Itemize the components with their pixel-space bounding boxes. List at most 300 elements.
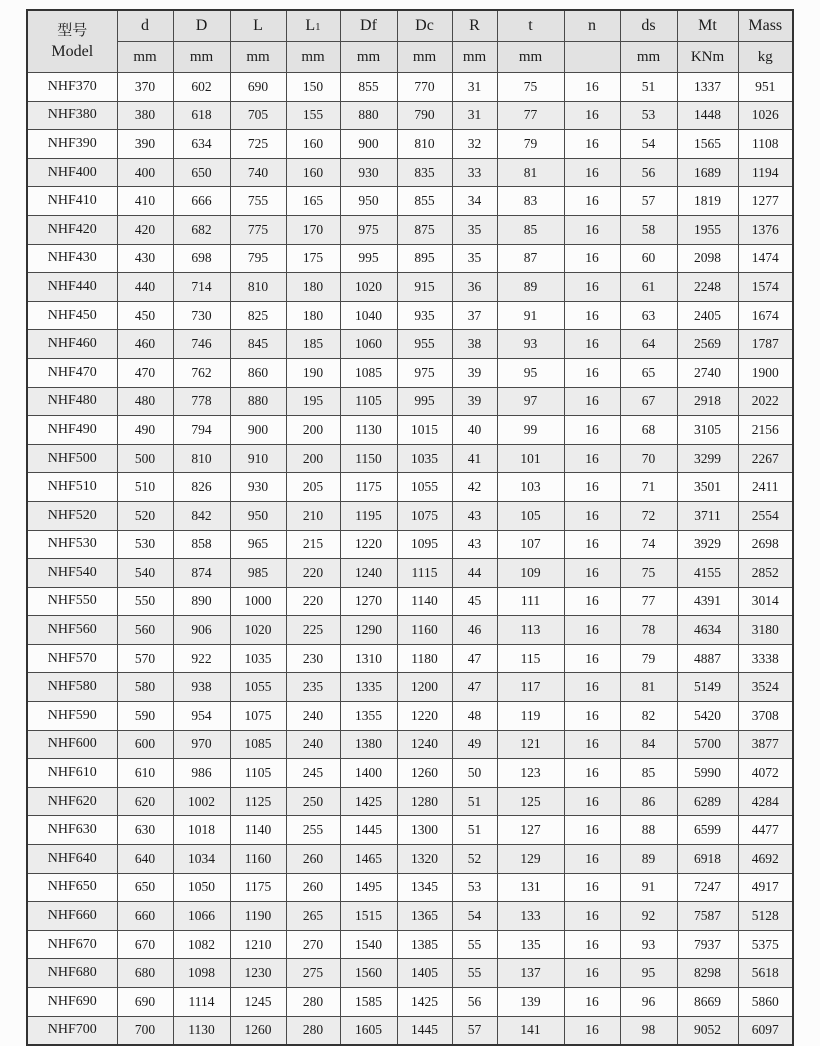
value-cell: 16 [564, 187, 620, 216]
column-unit-l1: mm [286, 42, 340, 73]
value-cell: 9052 [677, 1016, 738, 1045]
value-cell: 470 [117, 358, 173, 387]
table-row [27, 215, 793, 244]
value-cell: 64 [620, 330, 677, 359]
value-cell: 235 [286, 673, 340, 702]
value-cell: 245 [286, 759, 340, 788]
value-cell: 107 [497, 530, 564, 559]
value-cell: 705 [230, 101, 286, 130]
model-cell: NHF610 [27, 759, 117, 788]
table-row [27, 959, 793, 988]
value-cell: 1095 [397, 530, 452, 559]
table-row [27, 158, 793, 187]
value-cell: 1955 [677, 215, 738, 244]
table-row [27, 301, 793, 330]
model-cell: NHF400 [27, 158, 117, 187]
value-cell: 1105 [340, 387, 397, 416]
value-cell: 740 [230, 158, 286, 187]
value-cell: 634 [173, 130, 230, 159]
value-cell: 36 [452, 273, 497, 302]
value-cell: 280 [286, 988, 340, 1017]
value-cell: 1355 [340, 702, 397, 731]
value-cell: 2698 [738, 530, 793, 559]
value-cell: 880 [340, 101, 397, 130]
value-cell: 82 [620, 702, 677, 731]
value-cell: 410 [117, 187, 173, 216]
value-cell: 51 [452, 787, 497, 816]
value-cell: 16 [564, 644, 620, 673]
value-cell: 530 [117, 530, 173, 559]
value-cell: 1020 [230, 616, 286, 645]
value-cell: 85 [620, 759, 677, 788]
value-cell: 600 [117, 730, 173, 759]
table-row [27, 730, 793, 759]
value-cell: 35 [452, 244, 497, 273]
value-cell: 1337 [677, 73, 738, 102]
value-cell: 1040 [340, 301, 397, 330]
value-cell: 2098 [677, 244, 738, 273]
value-cell: 1115 [397, 559, 452, 588]
value-cell: 995 [397, 387, 452, 416]
value-cell: 16 [564, 1016, 620, 1045]
value-cell: 3014 [738, 587, 793, 616]
value-cell: 175 [286, 244, 340, 273]
value-cell: 1380 [340, 730, 397, 759]
value-cell: 810 [397, 130, 452, 159]
value-cell: 2156 [738, 416, 793, 445]
value-cell: 60 [620, 244, 677, 273]
value-cell: 1085 [340, 358, 397, 387]
table-row [27, 73, 793, 102]
model-cell: NHF420 [27, 215, 117, 244]
value-cell: 906 [173, 616, 230, 645]
value-cell: 270 [286, 930, 340, 959]
value-cell: 855 [397, 187, 452, 216]
value-cell: 725 [230, 130, 286, 159]
value-cell: 170 [286, 215, 340, 244]
value-cell: 1018 [173, 816, 230, 845]
value-cell: 92 [620, 902, 677, 931]
value-cell: 975 [397, 358, 452, 387]
column-header-r: R [452, 10, 497, 42]
value-cell: 4391 [677, 587, 738, 616]
model-cell: NHF550 [27, 587, 117, 616]
value-cell: 3338 [738, 644, 793, 673]
value-cell: 55 [452, 959, 497, 988]
value-cell: 3877 [738, 730, 793, 759]
value-cell: 53 [620, 101, 677, 130]
value-cell: 1105 [230, 759, 286, 788]
value-cell: 810 [230, 273, 286, 302]
value-cell: 16 [564, 130, 620, 159]
value-cell: 938 [173, 673, 230, 702]
value-cell: 1190 [230, 902, 286, 931]
value-cell: 1085 [230, 730, 286, 759]
value-cell: 1385 [397, 930, 452, 959]
model-header-en: Model [51, 42, 94, 60]
value-cell: 230 [286, 644, 340, 673]
value-cell: 5860 [738, 988, 793, 1017]
value-cell: 44 [452, 559, 497, 588]
value-cell: 965 [230, 530, 286, 559]
value-cell: 185 [286, 330, 340, 359]
value-cell: 135 [497, 930, 564, 959]
value-cell: 56 [452, 988, 497, 1017]
value-cell: 3501 [677, 473, 738, 502]
table-row [27, 387, 793, 416]
model-cell: NHF570 [27, 644, 117, 673]
value-cell: 1560 [340, 959, 397, 988]
value-cell: 1445 [340, 816, 397, 845]
value-cell: 50 [452, 759, 497, 788]
table-row [27, 873, 793, 902]
table-row [27, 1016, 793, 1045]
value-cell: 794 [173, 416, 230, 445]
value-cell: 826 [173, 473, 230, 502]
value-cell: 1130 [340, 416, 397, 445]
value-cell: 835 [397, 158, 452, 187]
value-cell: 700 [117, 1016, 173, 1045]
column-unit-df: mm [340, 42, 397, 73]
value-cell: 57 [620, 187, 677, 216]
value-cell: 46 [452, 616, 497, 645]
value-cell: 98 [620, 1016, 677, 1045]
value-cell: 1900 [738, 358, 793, 387]
value-cell: 16 [564, 301, 620, 330]
value-cell: 56 [620, 158, 677, 187]
value-cell: 1098 [173, 959, 230, 988]
table-row [27, 930, 793, 959]
value-cell: 1075 [397, 501, 452, 530]
model-cell: NHF380 [27, 101, 117, 130]
value-cell: 640 [117, 845, 173, 874]
value-cell: 1140 [397, 587, 452, 616]
value-cell: 1075 [230, 702, 286, 731]
value-cell: 111 [497, 587, 564, 616]
value-cell: 1565 [677, 130, 738, 159]
value-cell: 113 [497, 616, 564, 645]
value-cell: 1060 [340, 330, 397, 359]
value-cell: 160 [286, 130, 340, 159]
value-cell: 1425 [340, 787, 397, 816]
value-cell: 630 [117, 816, 173, 845]
value-cell: 790 [397, 101, 452, 130]
value-cell: 1220 [397, 702, 452, 731]
value-cell: 16 [564, 559, 620, 588]
value-cell: 75 [497, 73, 564, 102]
model-cell: NHF510 [27, 473, 117, 502]
value-cell: 133 [497, 902, 564, 931]
value-cell: 1194 [738, 158, 793, 187]
value-cell: 1540 [340, 930, 397, 959]
value-cell: 1034 [173, 845, 230, 874]
value-cell: 4692 [738, 845, 793, 874]
value-cell: 109 [497, 559, 564, 588]
value-cell: 75 [620, 559, 677, 588]
value-cell: 1448 [677, 101, 738, 130]
value-cell: 1055 [230, 673, 286, 702]
value-cell: 860 [230, 358, 286, 387]
value-cell: 858 [173, 530, 230, 559]
table-row [27, 616, 793, 645]
column-header-mt: Mt [677, 10, 738, 42]
value-cell: 8298 [677, 959, 738, 988]
value-cell: 16 [564, 787, 620, 816]
value-cell: 1674 [738, 301, 793, 330]
value-cell: 910 [230, 444, 286, 473]
value-cell: 16 [564, 73, 620, 102]
column-header-dc: Dc [397, 10, 452, 42]
value-cell: 618 [173, 101, 230, 130]
value-cell: 1345 [397, 873, 452, 902]
value-cell: 16 [564, 702, 620, 731]
value-cell: 2022 [738, 387, 793, 416]
model-cell: NHF680 [27, 959, 117, 988]
value-cell: 65 [620, 358, 677, 387]
value-cell: 34 [452, 187, 497, 216]
value-cell: 3299 [677, 444, 738, 473]
value-cell: 825 [230, 301, 286, 330]
table-row [27, 530, 793, 559]
table-row [27, 702, 793, 731]
value-cell: 105 [497, 501, 564, 530]
column-header-ds: ds [620, 10, 677, 42]
table-row [27, 330, 793, 359]
value-cell: 660 [117, 902, 173, 931]
model-cell: NHF700 [27, 1016, 117, 1045]
value-cell: 1290 [340, 616, 397, 645]
value-cell: 950 [340, 187, 397, 216]
table-row [27, 587, 793, 616]
value-cell: 16 [564, 530, 620, 559]
value-cell: 1020 [340, 273, 397, 302]
value-cell: 2569 [677, 330, 738, 359]
value-cell: 900 [340, 130, 397, 159]
value-cell: 5618 [738, 959, 793, 988]
value-cell: 1108 [738, 130, 793, 159]
value-cell: 101 [497, 444, 564, 473]
value-cell: 650 [117, 873, 173, 902]
value-cell: 127 [497, 816, 564, 845]
table-row [27, 273, 793, 302]
value-cell: 795 [230, 244, 286, 273]
value-cell: 6918 [677, 845, 738, 874]
value-cell: 275 [286, 959, 340, 988]
value-cell: 4072 [738, 759, 793, 788]
column-unit-ds: mm [620, 42, 677, 73]
value-cell: 4155 [677, 559, 738, 588]
value-cell: 590 [117, 702, 173, 731]
value-cell: 58 [620, 215, 677, 244]
value-cell: 3180 [738, 616, 793, 645]
value-cell: 1200 [397, 673, 452, 702]
table-row [27, 444, 793, 473]
value-cell: 698 [173, 244, 230, 273]
table-row [27, 759, 793, 788]
value-cell: 70 [620, 444, 677, 473]
value-cell: 2267 [738, 444, 793, 473]
table-row [27, 845, 793, 874]
value-cell: 240 [286, 702, 340, 731]
value-cell: 1114 [173, 988, 230, 1017]
value-cell: 88 [620, 816, 677, 845]
value-cell: 500 [117, 444, 173, 473]
value-cell: 2554 [738, 501, 793, 530]
table-row [27, 501, 793, 530]
value-cell: 5700 [677, 730, 738, 759]
model-cell: NHF660 [27, 902, 117, 931]
value-cell: 570 [117, 644, 173, 673]
value-cell: 220 [286, 559, 340, 588]
value-cell: 121 [497, 730, 564, 759]
value-cell: 16 [564, 244, 620, 273]
value-cell: 370 [117, 73, 173, 102]
value-cell: 775 [230, 215, 286, 244]
value-cell: 260 [286, 845, 340, 874]
value-cell: 1050 [173, 873, 230, 902]
value-cell: 510 [117, 473, 173, 502]
value-cell: 240 [286, 730, 340, 759]
value-cell: 1495 [340, 873, 397, 902]
value-cell: 1280 [397, 787, 452, 816]
value-cell: 225 [286, 616, 340, 645]
column-header-df: Df [340, 10, 397, 42]
value-cell: 986 [173, 759, 230, 788]
value-cell: 1000 [230, 587, 286, 616]
value-cell: 51 [452, 816, 497, 845]
value-cell: 680 [117, 959, 173, 988]
model-cell: NHF470 [27, 358, 117, 387]
value-cell: 875 [397, 215, 452, 244]
value-cell: 16 [564, 673, 620, 702]
header-label-row [27, 10, 793, 42]
value-cell: 1035 [230, 644, 286, 673]
value-cell: 115 [497, 644, 564, 673]
value-cell: 874 [173, 559, 230, 588]
value-cell: 935 [397, 301, 452, 330]
value-cell: 39 [452, 358, 497, 387]
value-cell: 45 [452, 587, 497, 616]
value-cell: 81 [620, 673, 677, 702]
value-cell: 670 [117, 930, 173, 959]
table-header [27, 10, 793, 73]
value-cell: 1130 [173, 1016, 230, 1045]
table-row [27, 101, 793, 130]
model-cell: NHF590 [27, 702, 117, 731]
value-cell: 490 [117, 416, 173, 445]
value-cell: 460 [117, 330, 173, 359]
value-cell: 895 [397, 244, 452, 273]
model-cell: NHF560 [27, 616, 117, 645]
value-cell: 16 [564, 587, 620, 616]
value-cell: 16 [564, 101, 620, 130]
value-cell: 63 [620, 301, 677, 330]
model-cell: NHF490 [27, 416, 117, 445]
model-cell: NHF600 [27, 730, 117, 759]
value-cell: 85 [497, 215, 564, 244]
value-cell: 5420 [677, 702, 738, 731]
value-cell: 1310 [340, 644, 397, 673]
value-cell: 900 [230, 416, 286, 445]
value-cell: 16 [564, 816, 620, 845]
value-cell: 8669 [677, 988, 738, 1017]
model-cell: NHF500 [27, 444, 117, 473]
value-cell: 620 [117, 787, 173, 816]
value-cell: 855 [340, 73, 397, 102]
table-body [27, 73, 793, 1046]
value-cell: 5990 [677, 759, 738, 788]
value-cell: 16 [564, 473, 620, 502]
value-cell: 84 [620, 730, 677, 759]
value-cell: 61 [620, 273, 677, 302]
value-cell: 1787 [738, 330, 793, 359]
value-cell: 51 [620, 73, 677, 102]
value-cell: 810 [173, 444, 230, 473]
column-header-d: d [117, 10, 173, 42]
value-cell: 215 [286, 530, 340, 559]
value-cell: 48 [452, 702, 497, 731]
value-cell: 1180 [397, 644, 452, 673]
value-cell: 16 [564, 759, 620, 788]
value-cell: 1400 [340, 759, 397, 788]
value-cell: 123 [497, 759, 564, 788]
value-cell: 89 [497, 273, 564, 302]
value-cell: 1082 [173, 930, 230, 959]
value-cell: 770 [397, 73, 452, 102]
value-cell: 440 [117, 273, 173, 302]
value-cell: 2248 [677, 273, 738, 302]
value-cell: 3711 [677, 501, 738, 530]
value-cell: 205 [286, 473, 340, 502]
value-cell: 1445 [397, 1016, 452, 1045]
column-unit-d: mm [117, 42, 173, 73]
value-cell: 1160 [397, 616, 452, 645]
value-cell: 1425 [397, 988, 452, 1017]
value-cell: 1055 [397, 473, 452, 502]
model-cell: NHF670 [27, 930, 117, 959]
value-cell: 746 [173, 330, 230, 359]
value-cell: 16 [564, 330, 620, 359]
value-cell: 1574 [738, 273, 793, 302]
value-cell: 57 [452, 1016, 497, 1045]
value-cell: 103 [497, 473, 564, 502]
value-cell: 16 [564, 988, 620, 1017]
value-cell: 86 [620, 787, 677, 816]
value-cell: 6599 [677, 816, 738, 845]
table-row [27, 187, 793, 216]
value-cell: 1335 [340, 673, 397, 702]
value-cell: 985 [230, 559, 286, 588]
value-cell: 55 [452, 930, 497, 959]
value-cell: 3708 [738, 702, 793, 731]
model-cell: NHF450 [27, 301, 117, 330]
value-cell: 610 [117, 759, 173, 788]
value-cell: 265 [286, 902, 340, 931]
value-cell: 1175 [230, 873, 286, 902]
column-unit-mass: kg [738, 42, 793, 73]
value-cell: 95 [497, 358, 564, 387]
value-cell: 1515 [340, 902, 397, 931]
value-cell: 280 [286, 1016, 340, 1045]
value-cell: 6289 [677, 787, 738, 816]
value-cell: 1230 [230, 959, 286, 988]
value-cell: 52 [452, 845, 497, 874]
value-cell: 1245 [230, 988, 286, 1017]
column-unit-t: mm [497, 42, 564, 73]
value-cell: 755 [230, 187, 286, 216]
value-cell: 47 [452, 673, 497, 702]
value-cell: 5375 [738, 930, 793, 959]
